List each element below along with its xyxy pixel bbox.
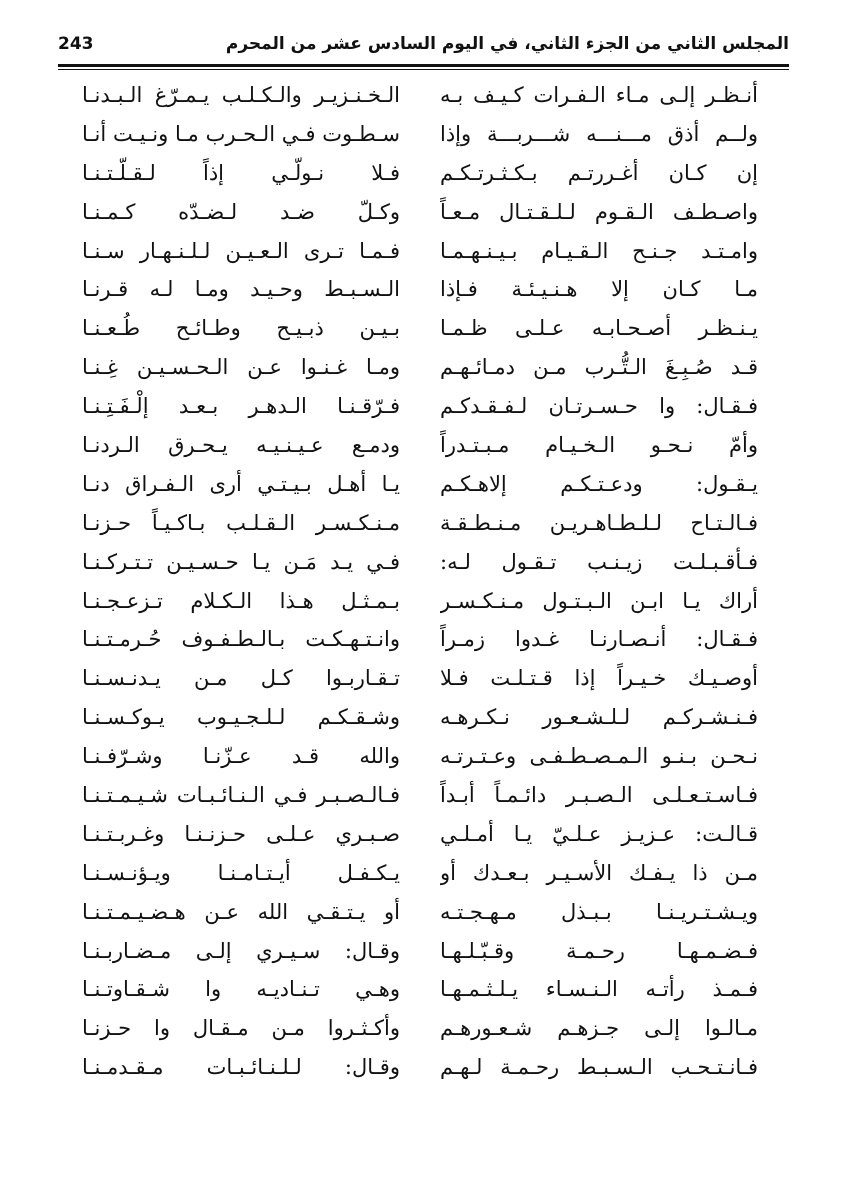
verse-left-17: وشـقـكـم لـلـجـيـوب يـوكـسـنـا (82, 705, 400, 730)
verse-right-22: ويـشـتـريـنـا بـبـذل مـهـجـتـه (440, 899, 758, 924)
verse-left-16: تـقـاربـوا كـل مـن يـدنـسـنـا (82, 666, 400, 691)
header-rule-thick (58, 64, 789, 67)
verse-right-5: وامـتـد جـنـح الـقـيـام بـيـنـهـمـا (440, 238, 758, 263)
right-column-verses (440, 76, 758, 1087)
verse-right-4: واصـطـف الـقـوم لـلـقـتـال مـعـاً (440, 199, 758, 224)
verse-right-9: فـقـال: وا حـسـرتـان لـفـقـدكـم (440, 394, 758, 419)
verse-right-21: مـن ذا يـفـك الأسـيـر بـعـدك أو (440, 860, 758, 885)
verse-left-13: فـي يـد مَـن يـا حـسـيـن تـتـركـنـا (82, 549, 400, 574)
verse-left-18: والله قـد عـزّنـا وشـرّفـنـا (82, 744, 400, 769)
verse-left-6: الـسـبـط وحـيـد ومـا لـه قـرنـا (82, 277, 400, 302)
verse-left-8: ومـا غـنـوا عـن الـحـسـيـن غِـنـا (82, 355, 400, 380)
verse-left-3: فـلا نـولّـي إذاً لـقـلّـتـنـا (82, 160, 400, 185)
verse-right-15: فـقـال: أنـصـارنـا غـدوا زمـراً (440, 627, 758, 652)
verse-right-14: أراك يـا ابـن الـبـتـول مـنـكـسـر (440, 588, 758, 613)
verse-right-8: قـد صُـبِـغَ الـتُّـرب مـن دمـائـهـم (440, 355, 758, 380)
verse-left-5: فـمـا تـرى الـعـيـن لـلـنـهـار سـنـا (82, 238, 400, 263)
verse-right-12: فـالـتـاح لـلـطـاهـريـن مـنـطـقـة (440, 510, 758, 535)
verse-left-19: فـالـصـبـر فـي الـنـائـبـات شـيـمـتـنـا (82, 783, 400, 808)
verse-right-6: مـا كـان إلا هـنـيـئـة فـإذا (440, 277, 758, 302)
verse-right-2: ولــم أذق مـــنـــه شـــربـــة وإذا (440, 121, 758, 146)
verse-right-11: يـقـول: ودعـتـكـم إلاهـكـم (440, 471, 758, 496)
verse-right-13: فـأقـبـلـت زيـنـب تـقـول لـه: (440, 549, 758, 574)
verse-left-11: يـا أهـل بـيـتـي أرى الـفـراق دنـا (82, 471, 400, 496)
verse-right-1: أنـظـر إلـى مـاء الـفـرات كـيـف بـه (440, 83, 758, 107)
verse-left-9: فـرّقـنـا الـدهـر بـعـد إلْـفَـتِـنـا (82, 394, 400, 419)
verse-left-21: يـكـفـل أيـتـامـنـا ويـؤنـسـنـا (82, 860, 400, 885)
verse-right-18: نـحـن بـنـو الـمـصـطـفـى وعـتـرتـه (440, 744, 758, 769)
page-number: 243 (58, 34, 94, 54)
verse-left-2: سـطـوت فـي الـحـرب مـا ونـيـت أنـا (82, 121, 400, 146)
verse-left-24: وهـي تـنـاديـه وا شـقـاوتـنـا (82, 977, 400, 1002)
verse-right-20: قـالـت: عـزيـز عـلـيّ يـا أمـلـي (440, 821, 758, 846)
verse-left-7: بـيـن ذبـيـح وطـائـح طُـعـنـا (82, 316, 400, 341)
verse-right-7: يـنـظـر أصـحـابـه عـلـى ظـمـا (440, 316, 758, 341)
verse-left-4: وكـلّ ضـد لـضـدّه كـمـنـا (82, 199, 400, 224)
header-rule-thin (58, 69, 789, 70)
verse-left-23: وقـال: سـيـري إلـى مـضـاربـنـا (82, 938, 400, 963)
verse-left-1: الـخـنـزيـر والـكـلـب يـمـرّغ الـبـدنـا (82, 83, 400, 107)
verse-right-16: أوصـيـك خـيـراً إذا قـتـلـت فـلا (440, 666, 758, 691)
verse-left-25: وأكـثـروا مـن مـقـال وا حـزنـا (82, 1016, 400, 1041)
page-title: المجلس الثاني من الجزء الثاني، في اليوم السادس عشر من المحرم (225, 34, 789, 54)
verse-right-10: وأمّ نـحـو الـخـيـام مـبـتـدراً (440, 433, 758, 458)
verse-left-12: مـنـكـسـر الـقـلـب بـاكـيـاً حـزنـا (82, 510, 400, 535)
verse-right-24: فـمـذ رأتـه الـنـسـاء يـلـثـمـهـا (440, 977, 758, 1002)
verse-right-19: فـاسـتـعـلـى الـصـبـر دائـمـاً أبـداً (440, 783, 758, 808)
verse-right-25: مـالـوا إلـى جـزهـم شـعـورهـم (440, 1016, 758, 1041)
verse-left-15: وانـتـهـكـت بـالـطـفـوف حُـرمـتـنـا (82, 627, 400, 652)
verse-left-22: أو يـتـقـي الله عـن هـضـيـمـتـنـا (82, 899, 400, 924)
left-column-verses (82, 76, 400, 1087)
verse-left-14: بـمـثـل هـذا الـكـلام تـزعـجـنـا (82, 588, 400, 613)
verse-left-26: وقـال: لـلـنـائـبـات مـقـدمـنـا (82, 1055, 400, 1080)
verse-left-10: ودمـع عـيـنـيـه يـحـرق الـردنـا (82, 433, 400, 458)
verse-left-20: صـبـري عـلـى حـزنـنـا وغـربـتـنـا (82, 821, 400, 846)
verse-right-23: فـضـمـهـا رحـمـة وقـبّـلـهـا (440, 938, 758, 963)
verse-right-26: فـانـتـحـب الـسـبـط رحـمـة لـهـم (440, 1055, 758, 1080)
verse-right-3: إن كـان أغـررتـم بـكـثـرتـكـم (440, 160, 758, 185)
verse-right-17: فـنـشـركـم لـلـشـعـور نـكـرهـه (440, 705, 758, 730)
page-header (58, 30, 789, 64)
